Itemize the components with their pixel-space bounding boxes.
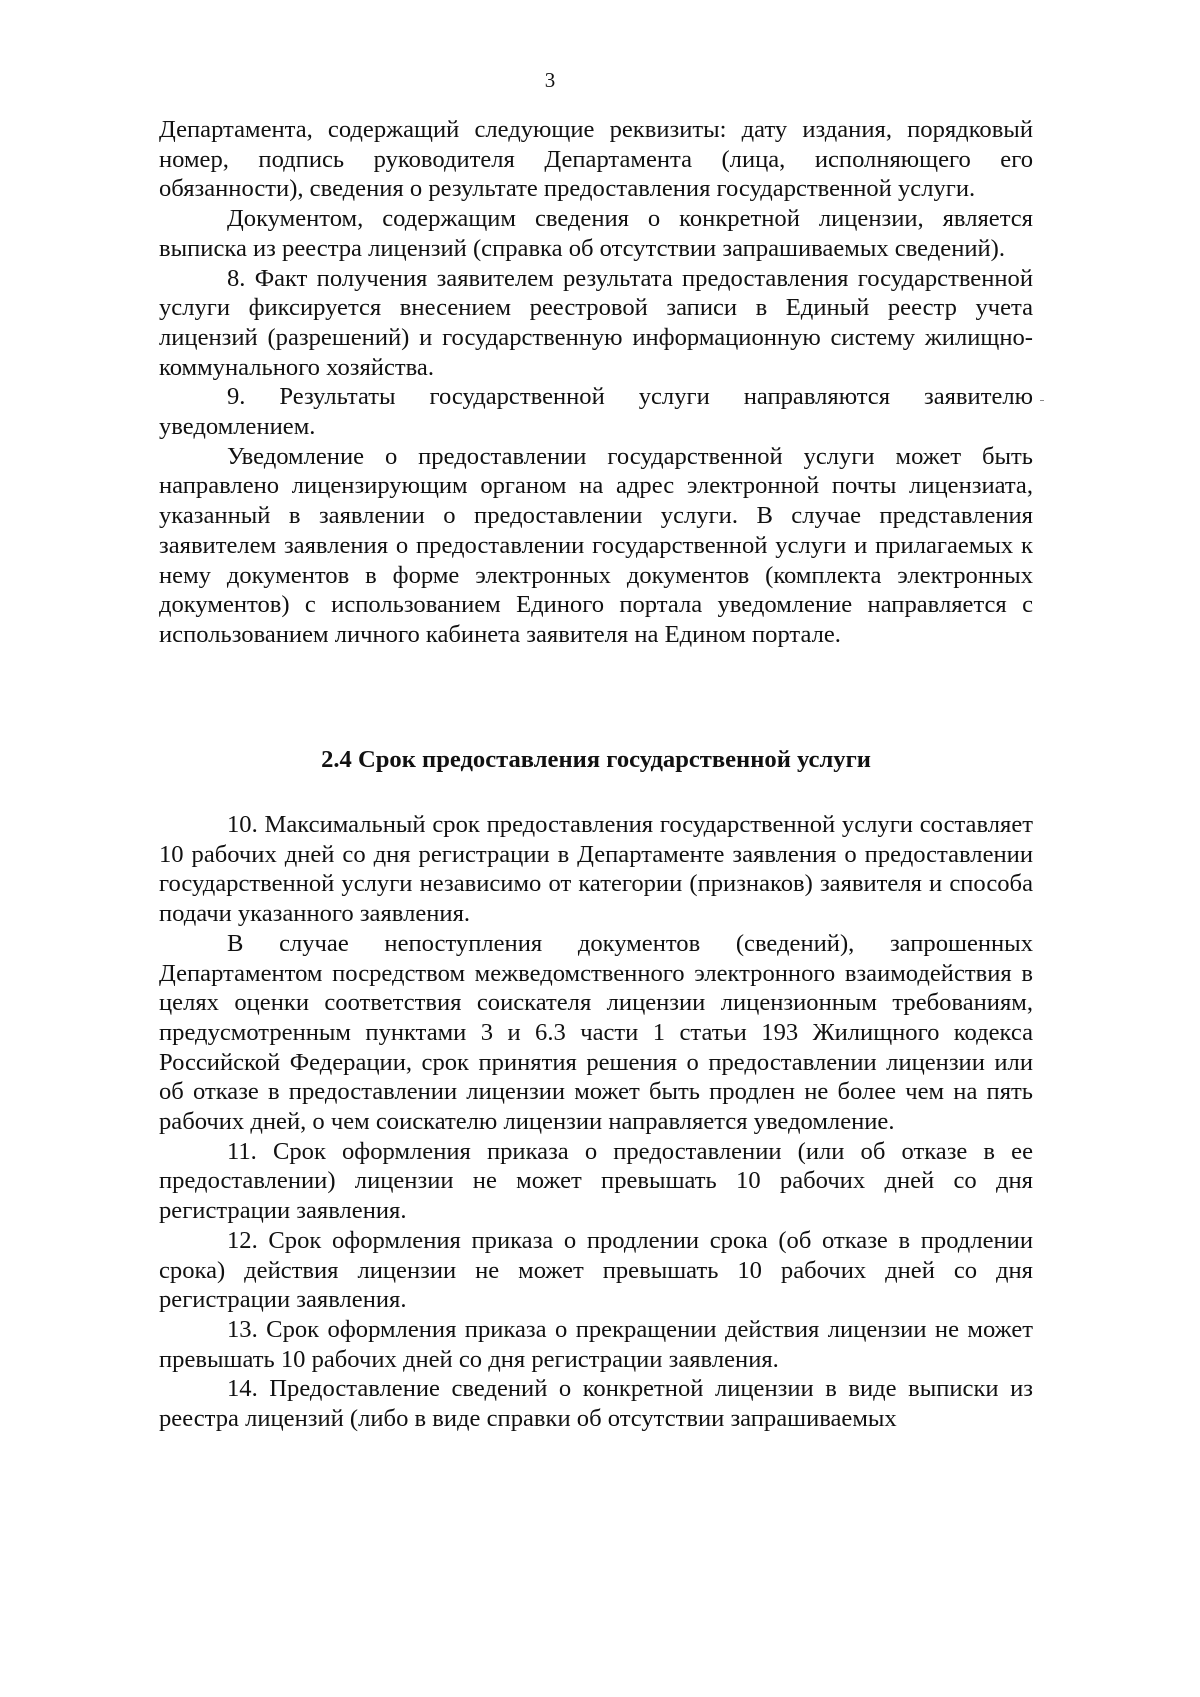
paragraph-item-12: 12. Срок оформления приказа о продлении срока (об отказе в продлении срока) действия лицензии не может превышать 10 рабочих дней со дня регистрации заявления. <box>159 1226 1033 1314</box>
paragraph-item-9: 9. Результаты государственной услуги направляются заявителю уведомлением. <box>159 383 1033 441</box>
text-block-before-heading <box>159 115 1033 650</box>
paragraph-item-13: 13. Срок оформления приказа о прекращении действия лицензии не может превышать 10 рабочих дней со дня регистрации заявления. <box>159 1315 1033 1373</box>
paragraph-item-10: 10. Максимальный срок предоставления государственной услуги составляет 10 рабочих дней со дня регистрации в Департаменте заявления о предоставлении государственной услуги независимо от категории (признаков) заявителя и способа подачи указанного заявления. <box>159 811 1033 928</box>
margin-mark <box>1040 400 1044 401</box>
paragraph: В случае непоступления документов (сведений), запрошенных Департаментом посредством межведомственного электронного взаимодействия в целях оценки соответствия соискателя лицензии лицензионным требованиям, предусмотренным пунктами 3 и 6.3 части 1 статьи 193 Жилищного кодекса Российской Федерации, срок принятия решения о предоставлении лицензии или об отказе в предоставлении лицензии может быть продлен не более чем на пять рабочих дней, о чем соискателю лицензии направляется уведомление. <box>159 929 1033 1136</box>
paragraph-item-8: 8. Факт получения заявителем результата предоставления государственной услуги фиксируется внесением реестровой записи в Единый реестр учета лицензий (разрешений) и государственную информационную систему жилищно-коммунального хозяйства. <box>159 264 1033 381</box>
section-heading: 2.4 Срок предоставления государственной услуги <box>321 746 871 773</box>
text-block-after-heading <box>159 810 1033 1434</box>
paragraph: Документом, содержащим сведения о конкретной лицензии, является выписка из реестра лицензий (справка об отсутствии запрашиваемых сведений). <box>159 205 1033 262</box>
paragraph-item-11: 11. Срок оформления приказа о предоставлении (или об отказе в ее предоставлении) лицензии не может превышать 10 рабочих дней со дня регистрации заявления. <box>159 1137 1033 1225</box>
page-number: 3 <box>544 68 556 92</box>
paragraph-item-14: 14. Предоставление сведений о конкретной лицензии в виде выписки из реестра лицензий (либо в виде справки об отсутствии запрашиваемых <box>159 1375 1033 1433</box>
paragraph: Уведомление о предоставлении государственной услуги может быть направлено лицензирующим органом на адрес электронной почты лицензиата, указанный в заявлении о предоставлении услуги. В случае представления заявителем заявления о предоставлении государственной услуги и прилагаемых к нему документов в форме электронных документов (комплекта электронных документов) с использованием Единого портала уведомление направляется с использованием личного кабинета заявителя на Едином портале. <box>159 442 1033 648</box>
paragraph-continuation: Департамента, содержащий следующие реквизиты: дату издания, порядковый номер, подпись руководителя Департамента (лица, исполняющего его обязанности), сведения о результате предоставления государственной услуги. <box>159 116 1033 203</box>
